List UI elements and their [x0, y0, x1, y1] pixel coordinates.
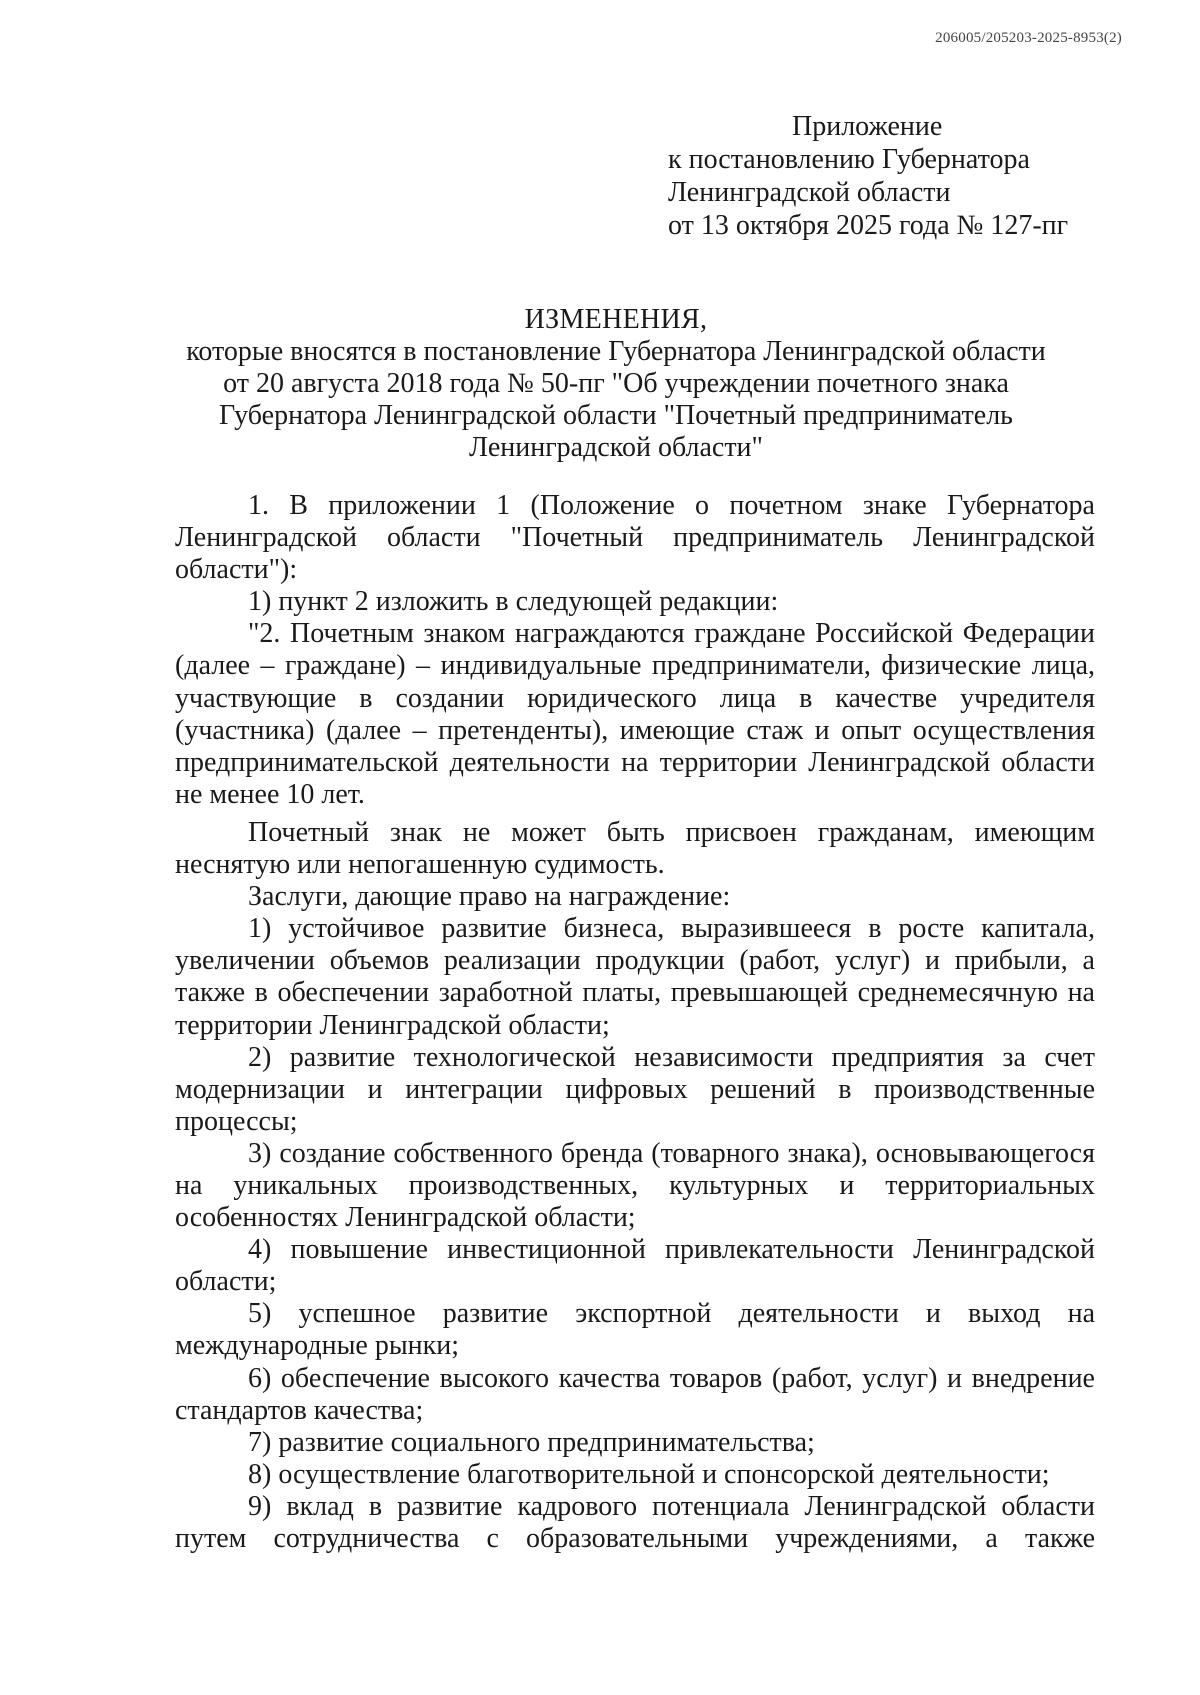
document-title	[175, 304, 1057, 464]
title-line: Губернатора Ленинградской области "Почетный предприниматель	[219, 400, 1013, 431]
list-item-8: 8) осуществление благотворительной и спонсорской деятельности;	[248, 1458, 1050, 1490]
paragraph-3: "2. Почетным знаком награждаются граждане Российской Федерации (далее – граждане) – индивидуальные предприниматели, физические лица, участвующие в создании юридического лица в качестве учредителя (участника) (далее – претенденты), имеющие стаж и опыт осуществления предпринимательской деятельности на территории Ленинградской области не менее 10 лет.	[175, 618, 1095, 810]
list-item-5: 5) успешное развитие экспортной деятельности и выход на международные рынки;	[175, 1298, 1095, 1362]
list-item-2: 2) развитие технологической независимости предприятия за счет модернизации и интеграции цифровых решений в производственные процессы;	[175, 1041, 1095, 1137]
title-line: которые вносятся в постановление Губернатора Ленинградской области	[186, 336, 1046, 367]
title-heading: ИЗМЕНЕНИЯ,	[524, 304, 708, 335]
list-item-1: 1) устойчивое развитие бизнеса, выразившееся в росте капитала, увеличении объемов реализации продукции (работ, услуг) и прибыли, а также в обеспечении заработной платы, превышающей среднемесячную на территории Ленинградской области;	[175, 913, 1095, 1041]
list-item-7: 7) развитие социального предпринимательства;	[248, 1426, 815, 1458]
title-line: Ленинградской области"	[469, 432, 763, 463]
paragraph-2: 1) пункт 2 изложить в следующей редакции:	[248, 586, 779, 618]
paragraph-1: 1. В приложении 1 (Положение о почетном знаке Губернатора Ленинградской области "Почетный предприниматель Ленинградской области"):	[175, 490, 1095, 586]
document-body	[175, 490, 1095, 1555]
list-item-4: 4) повышение инвестиционной привлекательности Ленинградской области;	[175, 1234, 1095, 1298]
list-item-6: 6) обеспечение высокого качества товаров (работ, услуг) и внедрение стандартов качества;	[175, 1362, 1095, 1426]
paragraph-5: Заслуги, дающие право на награждение:	[248, 881, 731, 913]
list-item-9: 9) вклад в развитие кадрового потенциала Ленинградской области путем сотрудничества с образовательными учреждениями, а также	[175, 1490, 1095, 1554]
appendix-label: Приложение	[792, 111, 943, 142]
paragraph-4: Почетный знак не может быть присвоен гражданам, имеющим неснятую или непогашенную судимость.	[175, 816, 1095, 881]
appendix-reference-line: к постановлению Губернатора	[668, 144, 1030, 175]
appendix-reference-line: Ленинградской области	[668, 177, 951, 208]
document-registration-number: 206005/205203-2025-8953(2)	[935, 30, 1122, 46]
title-line: от 20 августа 2018 года № 50-пг "Об учреждении почетного знака	[223, 368, 1009, 399]
appendix-header	[668, 110, 1068, 242]
list-item-3: 3) создание собственного бренда (товарного знака), основывающегося на уникальных производственных, культурных и территориальных особенностях Ленинградской области;	[175, 1137, 1095, 1234]
appendix-date-number: от 13 октября 2025 года № 127-пг	[668, 210, 1069, 241]
